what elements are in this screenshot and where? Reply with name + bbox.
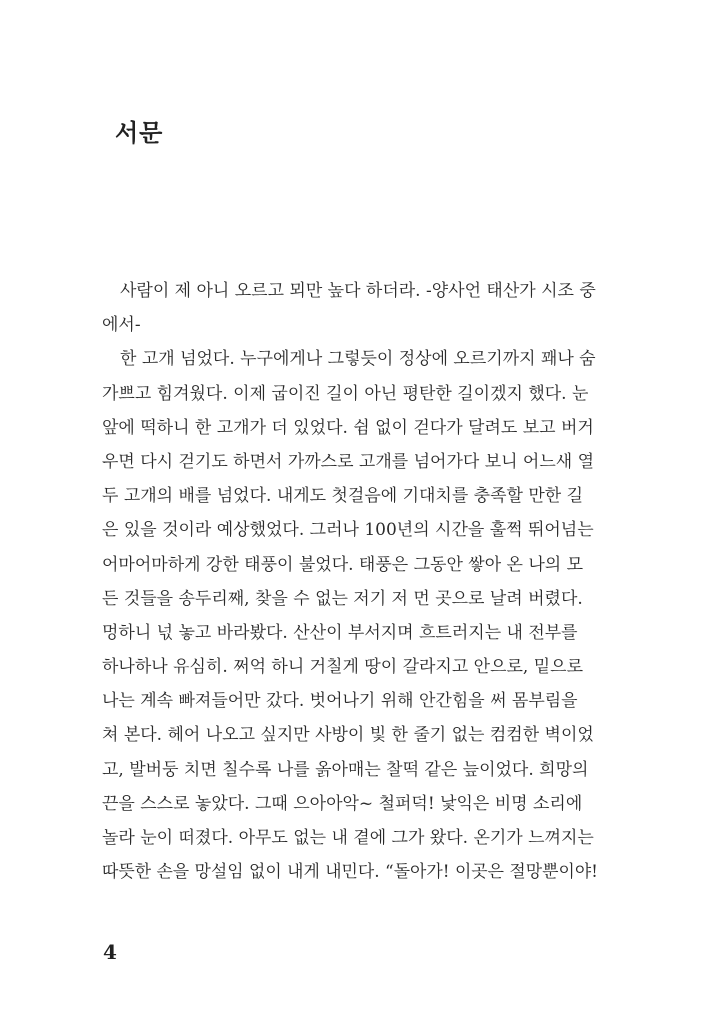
page-number: 4 xyxy=(103,940,117,964)
text-line: 고, 발버둥 치면 칠수록 나를 옭아매는 찰떡 같은 늪이었다. 희망의 xyxy=(102,759,589,780)
text-line: 든 것들을 송두리째, 찾을 수 없는 저기 저 먼 곳으로 날려 버렸다. xyxy=(102,588,583,609)
text-line: 우면 다시 걷기도 하면서 가까스로 고개를 넘어가다 보니 어느새 열 xyxy=(102,451,595,472)
text-line: 한 고개 넘었다. 누구에게나 그렇듯이 정상에 오르기까지 꽤나 숨 xyxy=(120,349,596,370)
text-line: 따뜻한 손을 망설임 없이 내게 내민다. “돌아가! 이곳은 절망뿐이야! xyxy=(102,862,598,883)
text-line: 어마어마하게 강한 태풍이 불었다. 태풍은 그동안 쌓아 온 나의 모 xyxy=(102,554,584,575)
text-line: 가쁘고 힘겨웠다. 이제 굽이진 길이 아닌 평탄한 길이겠지 했다. 눈 xyxy=(102,383,589,404)
text-line: 은 있을 것이라 예상했었다. 그러나 100년의 시간을 훌쩍 뛰어넘는 xyxy=(102,520,594,541)
chapter-title: 서문 xyxy=(115,118,164,147)
text-line: 앞에 떡하니 한 고개가 더 있었다. 쉼 없이 걷다가 달려도 보고 버거 xyxy=(102,417,594,438)
text-line: 에서- xyxy=(102,315,141,336)
text-line: 두 고개의 배를 넘었다. 내게도 첫걸음에 기대치를 충족할 만한 길 xyxy=(102,486,584,507)
text-line: 사람이 제 아니 오르고 뫼만 높다 하더라. -양사언 태산가 시조 중 xyxy=(120,281,596,301)
text-line: 나는 계속 빠져들어만 갔다. 벗어나기 위해 안간힘을 써 몸부림을 xyxy=(102,691,578,712)
text-line: 하나하나 유심히. 쩌억 하니 거칠게 땅이 갈라지고 안으로, 밑으로 xyxy=(102,657,584,678)
text-line: 놀라 눈이 떠졌다. 아무도 없는 내 곁에 그가 왔다. 온기가 느껴지는 xyxy=(102,828,594,848)
text-line: 쳐 본다. 헤어 나오고 싶지만 사방이 빛 한 줄기 없는 컴컴한 벽이었 xyxy=(102,725,594,746)
body-text xyxy=(102,274,598,889)
text-line: 멍하니 넋 놓고 바라봤다. 산산이 부서지며 흐트러지는 내 전부를 xyxy=(102,622,578,643)
text-line: 끈을 스스로 놓았다. 그때 으아아악~ 철퍼덕! 낯익은 비명 소리에 xyxy=(102,793,583,814)
